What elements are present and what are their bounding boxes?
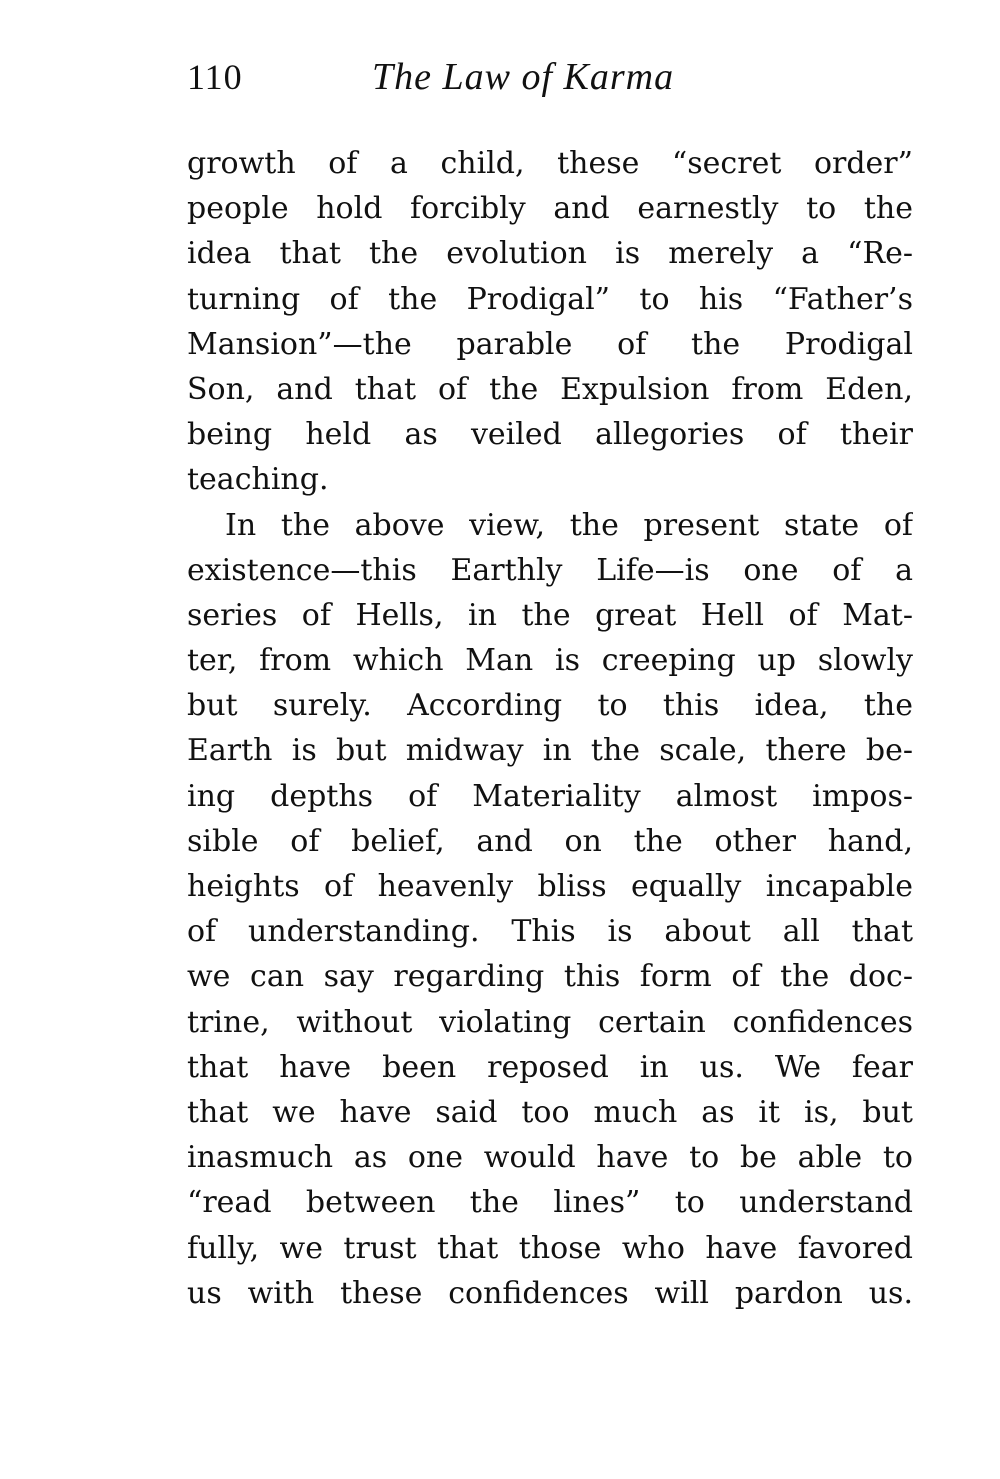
text-line: teaching. bbox=[187, 462, 329, 498]
text-line: Earth is but midway in the scale, there be- bbox=[187, 733, 913, 769]
text-line: trine, without violating certain confidences bbox=[187, 1004, 913, 1040]
text-line: us with these confidences will pardon us. bbox=[187, 1275, 913, 1311]
text-line: that we have said too much as it is, but bbox=[187, 1094, 913, 1130]
text-line: existence—this Earthly Life—is one of a bbox=[187, 552, 913, 588]
text-line: ter, from which Man is creeping up slowly bbox=[187, 643, 913, 679]
text-line: being held as veiled allegories of their bbox=[187, 417, 913, 453]
text-line: of understanding. This is about all that bbox=[187, 914, 913, 950]
text-line: series of Hells, in the great Hell of Mat- bbox=[187, 597, 913, 633]
text-line: “read between the lines” to understand bbox=[187, 1185, 913, 1221]
text-line: idea that the evolution is merely a “Re- bbox=[187, 236, 913, 272]
text-line: fully, we trust that those who have favored bbox=[187, 1230, 913, 1266]
text-line: we can say regarding this form of the doc- bbox=[187, 959, 913, 995]
text-line: inasmuch as one would have to be able to bbox=[187, 1140, 913, 1176]
text-line: Son, and that of the Expulsion from Eden, bbox=[187, 371, 913, 407]
running-title: The Law of Karma bbox=[372, 56, 675, 98]
text-line: that have been reposed in us. We fear bbox=[187, 1049, 913, 1085]
text-line: In the above view, the present state of bbox=[225, 507, 913, 543]
text-line: but surely. According to this idea, the bbox=[187, 688, 913, 724]
page-header bbox=[187, 52, 913, 102]
text-line: sible of belief, and on the other hand, bbox=[187, 823, 913, 859]
text-line: people hold forcibly and earnestly to the bbox=[187, 191, 913, 227]
text-line: heights of heavenly bliss equally incapable bbox=[187, 869, 913, 904]
page-number: 110 bbox=[187, 57, 243, 97]
body-text bbox=[187, 141, 913, 1316]
text-line: growth of a child, these “secret order” bbox=[187, 146, 913, 181]
text-line: Mansion”—the parable of the Prodigal bbox=[187, 326, 913, 362]
text-line: turning of the Prodigal” to his “Father’s bbox=[187, 281, 913, 317]
text-line: ing depths of Materiality almost impos- bbox=[187, 778, 913, 814]
